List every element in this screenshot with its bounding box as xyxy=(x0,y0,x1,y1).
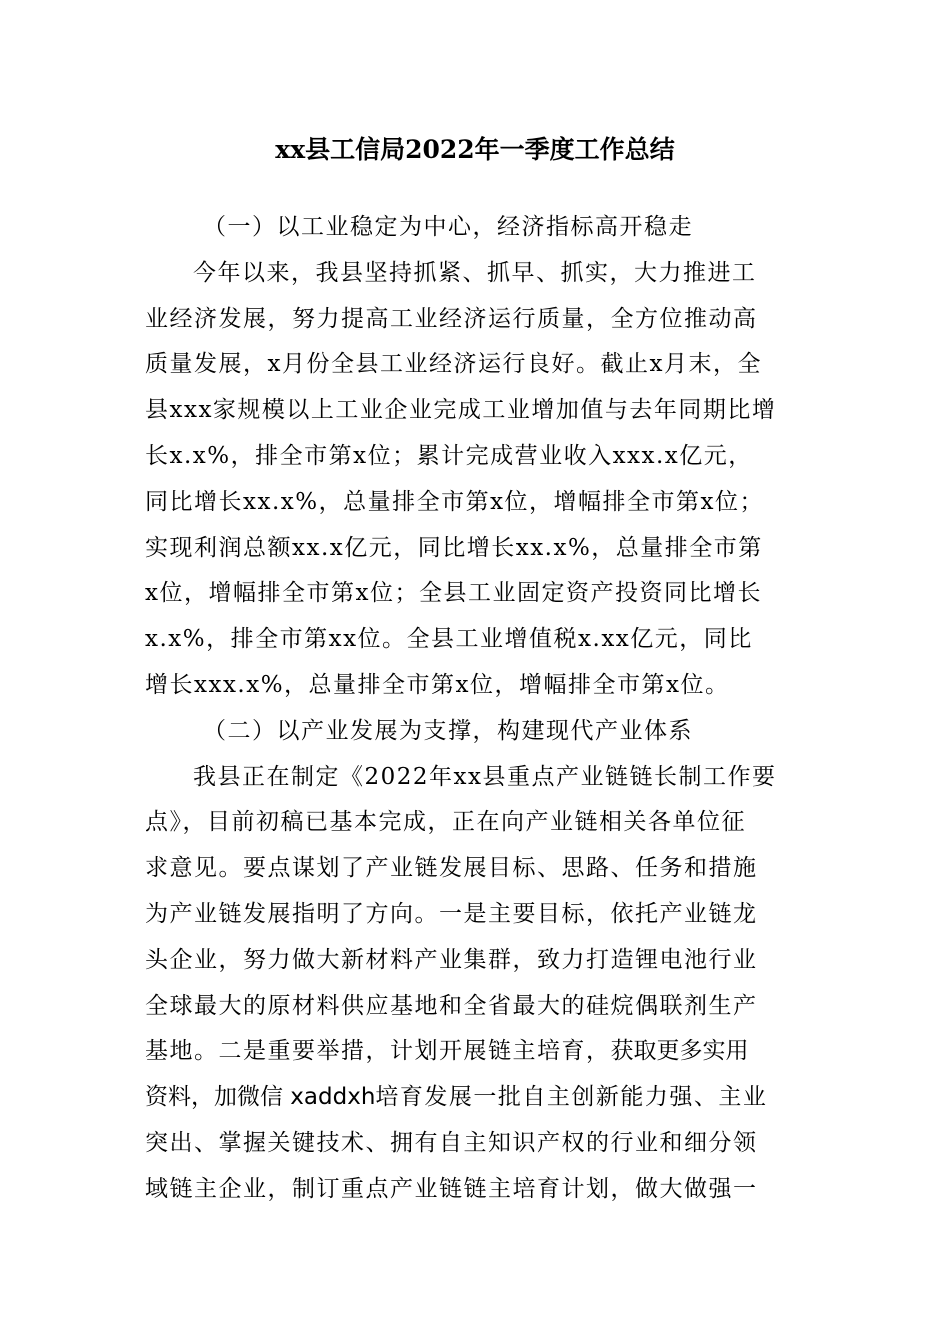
section-heading: （一）以工业稳定为中心，经济指标高开稳走 xyxy=(203,214,693,240)
paragraph-line: 长x.x%，排全市第x位；累计完成营业收入xxx.x亿元， xyxy=(145,442,753,469)
paragraph-line-with-promo xyxy=(145,1075,810,1121)
paragraph-line: 突出、掌握关键技术、拥有自主知识产权的行业和细分领 xyxy=(145,1129,758,1156)
paragraph-line: 全球最大的原材料供应基地和全省最大的硅烷偶联剂生产 xyxy=(145,992,758,1019)
promo-text: 获取更多实用 xyxy=(610,1038,749,1065)
paragraph-line: 业经济发展，努力提高工业经济运行质量，全方位推动高 xyxy=(145,305,758,332)
paragraph-line: 头企业，努力做大新材料产业集群，致力打造锂电池行业 xyxy=(145,946,758,973)
paragraph-line: 今年以来，我县坚持抓紧、抓早、抓实，大力推进工 xyxy=(193,259,757,286)
paragraph-text: 培育发展一批自主创新能力强、主业 xyxy=(375,1084,768,1111)
paragraph-line: 求意见。要点谋划了产业链发展目标、思路、任务和措施 xyxy=(145,855,758,882)
paragraph-line: 我县正在制定《2022年xx县重点产业链链长制工作要 xyxy=(193,763,777,790)
document-title: xx县工信局2022年一季度工作总结 xyxy=(275,135,675,164)
paragraph-line: 县xxx家规模以上工业企业完成工业增加值与去年同期比增 xyxy=(145,397,777,424)
paragraph-text: 基地。二是重要举措，计划开展链主培育， xyxy=(145,1038,611,1065)
paragraph-line: 同比增长xx.x%，总量排全市第x位，增幅排全市第x位； xyxy=(145,488,765,515)
document-body xyxy=(145,205,810,1213)
paragraph-line: 质量发展，x月份全县工业经济运行良好。截止x月末，全 xyxy=(145,351,762,378)
paragraph-line: 点》，目前初稿已基本完成，正在向产业链相关各单位征 xyxy=(145,809,746,836)
paragraph-line: 域链主企业，制订重点产业链链主培育计划，做大做强一 xyxy=(145,1175,758,1202)
paragraph-line: 实现利润总额xx.x亿元，同比增长xx.x%，总量排全市第 xyxy=(145,534,763,561)
paragraph-line: x位，增幅排全市第x位；全县工业固定资产投资同比增长 xyxy=(145,580,762,607)
paragraph-line: 为产业链发展指明了方向。一是主要目标，依托产业链龙 xyxy=(145,900,758,927)
promo-text: 资料，加微信 xaddxh xyxy=(145,1084,376,1111)
paragraph-line: x.x%，排全市第xx位。全县工业增值税x.xx亿元，同比 xyxy=(145,626,753,653)
paragraph-line: 增长xxx.x%，总量排全市第x位，增幅排全市第x位。 xyxy=(145,671,730,698)
paragraph-line-with-promo xyxy=(145,1029,810,1075)
section-heading: （二）以产业发展为支撑，构建现代产业体系 xyxy=(203,717,693,744)
